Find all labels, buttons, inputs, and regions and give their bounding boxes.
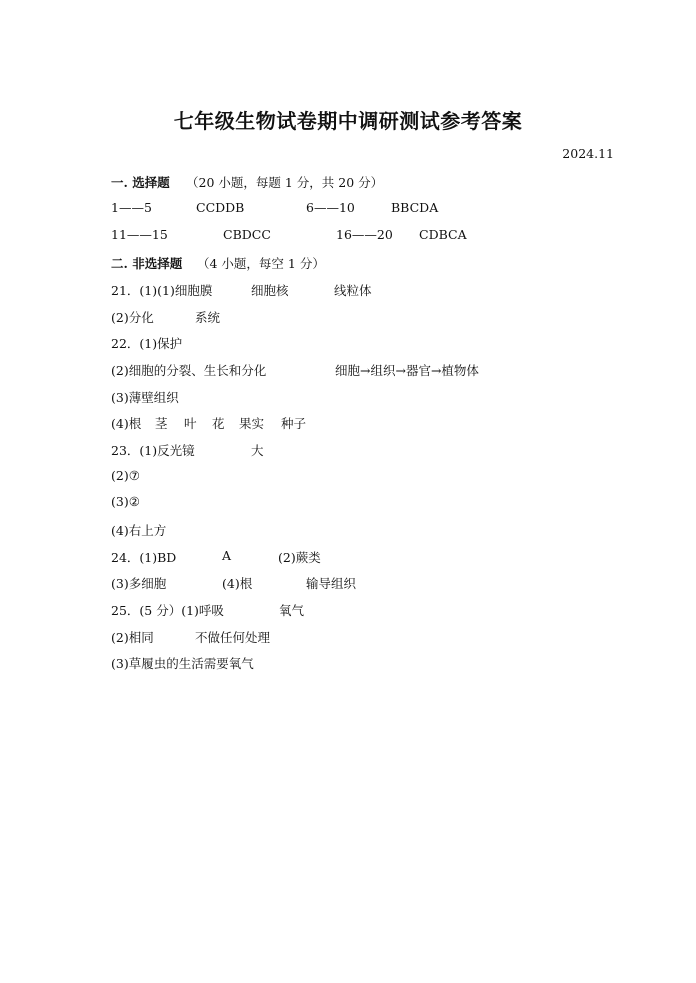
section2-note: （4 小题，每空 1 分） — [197, 256, 325, 271]
answer-text: 系统 — [195, 310, 221, 325]
answer-text: 细胞核 — [251, 283, 289, 298]
answer-text: (4)根 — [222, 576, 253, 591]
answer-text: 果实 — [239, 416, 265, 431]
choice-range: 16——20 — [336, 227, 393, 242]
section1-heading: 一. 选择题 — [111, 175, 170, 190]
date: 2024.11 — [562, 146, 614, 161]
answer-text: 不做任何处理 — [195, 630, 271, 645]
choice-answers: CBDCC — [223, 227, 271, 242]
answer-text: (2)蕨类 — [278, 550, 321, 565]
answer-text: 22．(1)保护 — [111, 336, 183, 351]
answer-text: 叶 — [184, 416, 197, 431]
answer-text: 大 — [251, 443, 264, 458]
answer-text: 氧气 — [279, 603, 305, 618]
answer-text: (2)分化 — [111, 310, 154, 325]
section2-heading: 二. 非选择题 — [111, 256, 183, 271]
choice-answers: BBCDA — [391, 200, 439, 215]
answer-text: (3)草履虫的生活需要氧气 — [111, 656, 254, 671]
page-title: 七年级生物试卷期中调研测试参考答案 — [173, 109, 523, 133]
answer-text: 24．(1)BD — [111, 550, 177, 565]
answer-text: (4)右上方 — [111, 523, 167, 538]
choice-range: 6——10 — [306, 200, 355, 215]
answer-text: 21．(1)(1)细胞膜 — [111, 283, 213, 298]
answer-text: 23．(1)反光镜 — [111, 443, 195, 458]
answer-text: 25．(5 分）(1)呼吸 — [111, 603, 224, 618]
answer-text: A — [222, 548, 232, 563]
answer-text: (2)相同 — [111, 630, 154, 645]
answer-text: (3)薄壁组织 — [111, 390, 179, 405]
answer-text: (4)根 — [111, 416, 142, 431]
choice-range: 11——15 — [111, 227, 168, 242]
answer-text: (3)多细胞 — [111, 576, 167, 591]
section1-note: （20 小题，每题 1 分，共 20 分） — [186, 175, 384, 190]
answer-text: 茎 — [155, 416, 168, 431]
answer-text: 种子 — [281, 416, 307, 431]
answer-text: 输导组织 — [306, 576, 357, 591]
answer-text: (2)⑦ — [111, 468, 140, 483]
answer-text: 花 — [212, 416, 225, 431]
choice-range: 1——5 — [111, 200, 152, 215]
answer-text: (3)② — [111, 494, 140, 509]
choice-answers: CDBCA — [419, 227, 467, 242]
answer-text: (2)细胞的分裂、生长和分化 — [111, 363, 267, 378]
answer-text: 细胞→组织→器官→植物体 — [335, 363, 479, 378]
answer-text: 线粒体 — [334, 283, 372, 298]
choice-answers: CCDDB — [196, 200, 245, 215]
